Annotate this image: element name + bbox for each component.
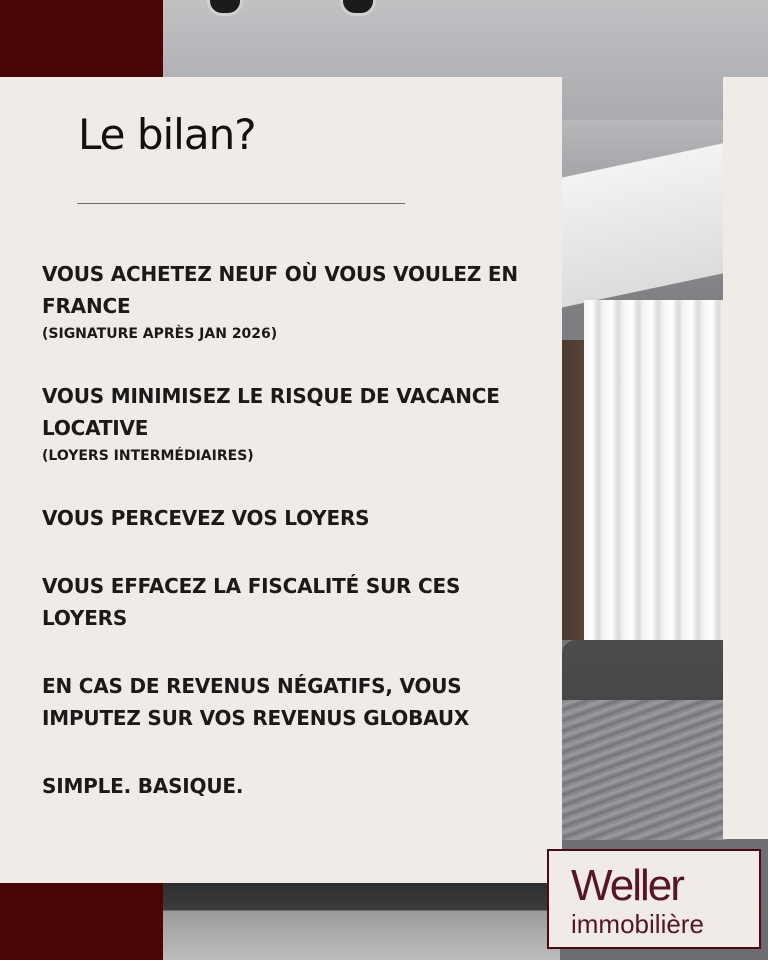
benefit-item <box>42 570 542 634</box>
benefit-item <box>42 770 542 802</box>
knit-throw-blanket <box>562 700 727 840</box>
company-logo <box>547 849 761 949</box>
floor <box>160 880 560 960</box>
benefit-text: SIMPLE. BASIQUE. <box>42 774 244 798</box>
benefit-list <box>42 258 542 838</box>
maroon-corner-block-top <box>0 0 163 78</box>
logo-brand: Weller <box>571 861 683 910</box>
benefit-text: VOUS EFFACEZ LA FISCALITÉ SUR CES LOYERS <box>42 574 461 630</box>
benefit-text: VOUS PERCEVEZ VOS LOYERS <box>42 506 370 530</box>
benefit-note: (SIGNATURE APRÈS JAN 2026) <box>42 326 278 342</box>
sheer-curtain <box>584 300 724 680</box>
benefit-item <box>42 380 542 466</box>
benefit-item <box>42 258 542 344</box>
logo-subtitle: immobilière <box>571 909 704 939</box>
page-title: Le bilan? <box>78 110 256 159</box>
benefit-text: EN CAS DE REVENUS NÉGATIFS, VOUS IMPUTEZ SUR VOS REVENUS GLOBAUX <box>42 674 470 730</box>
maroon-corner-block-bottom <box>0 882 163 960</box>
accent-strip <box>723 77 768 839</box>
benefit-text: VOUS ACHETEZ NEUF OÙ VOUS VOULEZ EN FRANCE <box>42 262 518 318</box>
benefit-text: VOUS MINIMISEZ LE RISQUE DE VACANCE LOCATIVE <box>42 384 500 440</box>
benefit-item <box>42 502 542 534</box>
title-divider <box>77 203 405 204</box>
benefit-note: (LOYERS INTERMÉDIAIRES) <box>42 448 254 464</box>
benefit-item <box>42 670 542 734</box>
